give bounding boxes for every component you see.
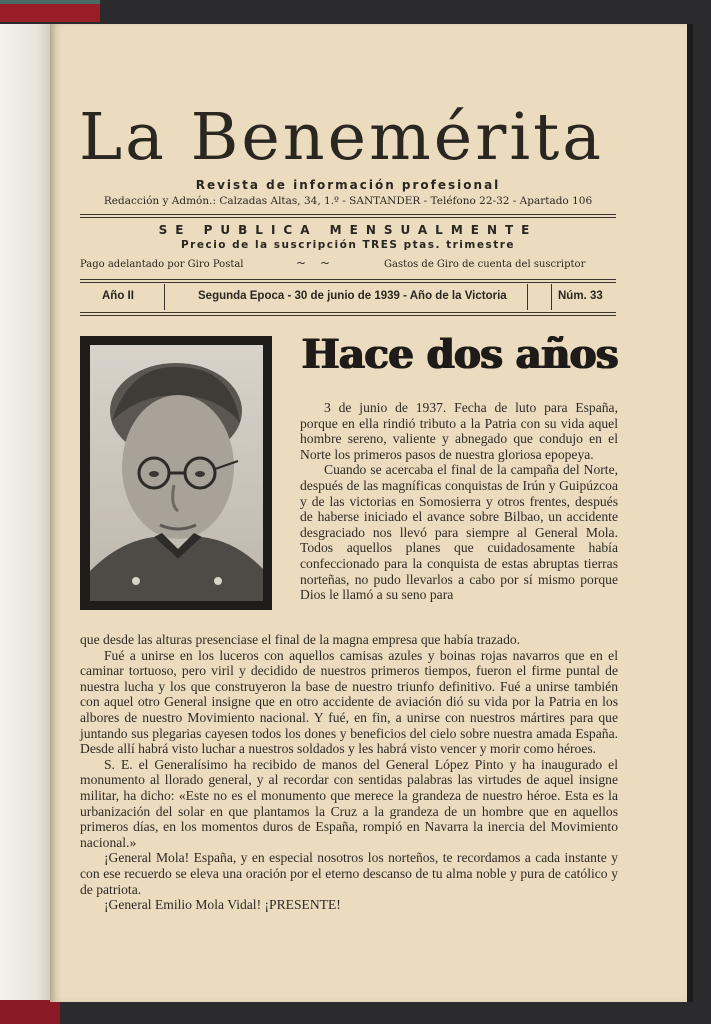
issue-date: Segunda Epoca - 30 de junio de 1939 - Año de la Victoria — [198, 290, 507, 302]
article-paragraph: Cuando se acercaba el final de la campaña del Norte, después de las magníficas conquistas de Irún y Guipúzcoa y de las victorias en Somosierra y otros frentes, después de haberse iniciado el avance sobre Bilbao, un accidente desgraciado nos llevó para siempre al General Mola. Todos aquellos planes que cuidadosamente había confeccionado para la conquista de estas abruptas tierras norteñas, no pudo llevarlos a cabo por sí mismo porque Dios le llamó a su seno para — [300, 462, 618, 603]
payment-left: Pago adelantado por Giro Postal — [80, 259, 244, 270]
issue-number: Núm. 33 — [558, 290, 603, 302]
article-paragraph: que desde las alturas presenciase el final de la magna empresa que había trazado. — [80, 632, 521, 647]
masthead-address: Redacción y Admón.: Calzadas Altas, 34, 1.º - SANTANDER - Teléfono 22-32 - Apartado 106 — [103, 195, 593, 207]
article-paragraph: S. E. el Generalísimo ha recibido de manos del General López Pinto y ha inaugurado el monumento al llorado general, y al recordar con sentidas palabras las virtudes de aquel insigne militar, ha dicho: «Este no es el monumento que merece la grandeza de nuestro héroe. Esta es la urbanización del solar en que plantamos la Cruz a la grandeza de un hombre que en aquellos primeros días, en los momentos duros de España, rompió en Navarra la inercia del Movimiento nacional.» — [80, 756, 618, 850]
divider — [80, 312, 616, 313]
divider — [80, 315, 616, 316]
page-edge — [687, 24, 693, 1002]
article-headline: Hace dos años — [301, 331, 618, 378]
issue-year: Año II — [102, 290, 134, 302]
frequency-line: SE PUBLICA MENSUALMENTE — [158, 223, 538, 237]
divider — [551, 284, 552, 310]
article-paragraph: Fué a unirse en los luceros con aquellos camisas azules y boinas rojas navarros que en el caminar tortuoso, pero viril y decidido de nuestros primeros tiempos, fueron el firme puntal de nuestra lucha y los que construyeron la base de nuestro triunfo definitivo. Fué a unirse también con aquel otro General insigne que en otro accidente de aviación dió su vida por la Patria en los albores de nuestro Movimiento nacional. Y fué, en fin, a unirse con nuestros mártires para que juntando sus plegarias cayesen todos los dones y beneficios del cielo sobre nuestra amada España. Desde allí habrá visto luchar a nuestros soldados y les habrá visto vencer y morir como héroes. — [80, 647, 618, 757]
article-body — [80, 632, 618, 913]
article-paragraph: 3 de junio de 1937. Fecha de luto para España, porque en ella rindió tributo a la Patria con su vida aquel hombre sereno, valiente y abnegado que condujo en el Norte los primeros pasos de nuestra gloriosa epopeya. — [300, 400, 618, 462]
spine-stripe — [0, 0, 100, 4]
facing-page — [0, 24, 52, 1000]
divider — [527, 284, 528, 310]
payment-right: Gastos de Giro de cuenta del suscriptor — [384, 259, 586, 270]
issue-bar — [80, 281, 616, 313]
portrait-photo — [90, 345, 263, 601]
masthead-title: La Benemérita — [79, 100, 604, 175]
ornament-tildes: ~~ — [296, 256, 345, 270]
masthead-subtitle: Revista de información profesional — [195, 178, 501, 192]
article-paragraph: ¡General Emilio Mola Vidal! ¡PRESENTE! — [104, 897, 341, 913]
price-line: Precio de la suscripción TRES ptas. trimestre — [180, 239, 516, 251]
divider — [164, 284, 165, 310]
divider — [80, 214, 616, 215]
portrait-illustration — [90, 345, 263, 601]
divider — [80, 279, 616, 280]
divider — [80, 217, 616, 218]
article-paragraph: ¡General Mola! España, y en especial nosotros los norteños, te recordamos a cada instante y con ese recuerdo se eleva una oración por el eterno descanso de tu alma noble y pura de católico y de patriota. — [80, 850, 618, 897]
article-column — [300, 400, 618, 603]
